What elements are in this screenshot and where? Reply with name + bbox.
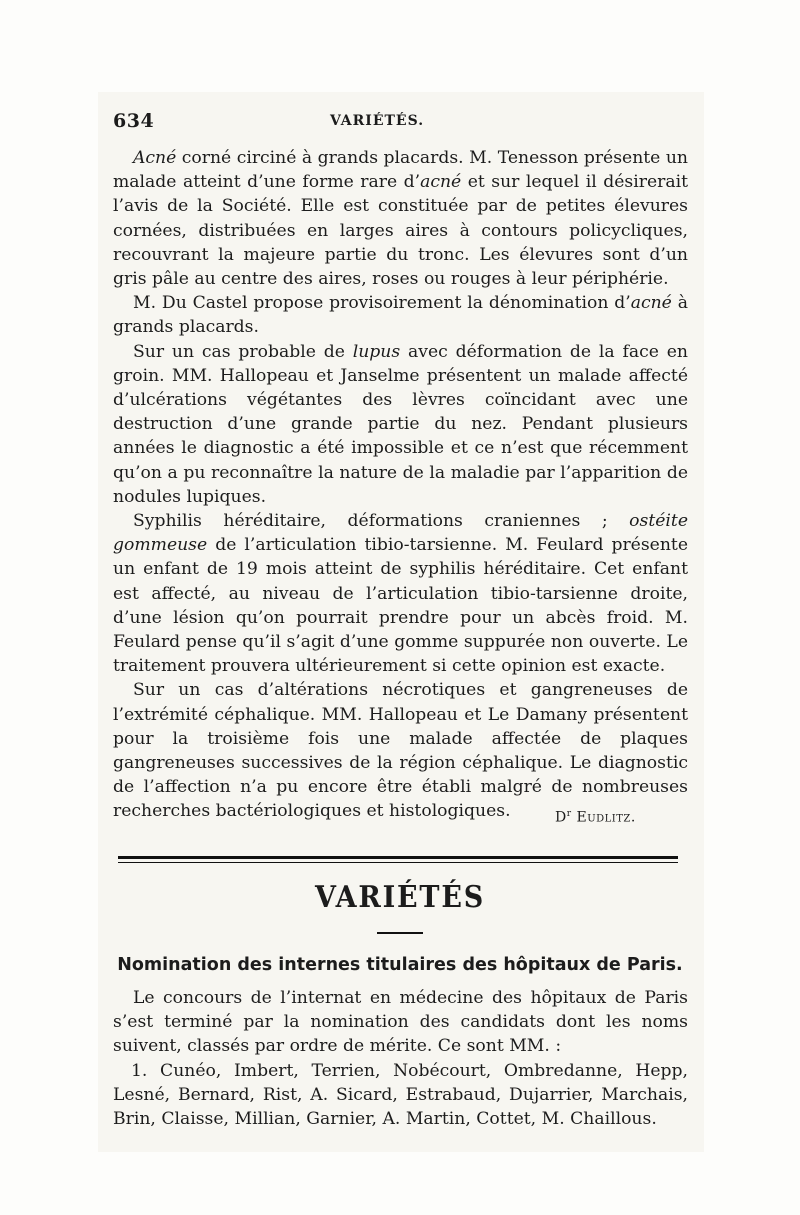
section-divider-thick (118, 856, 678, 859)
text-run: avec déformation de la face en groin. MM. Hallopeau et Janselme présentent un malade affecté d’ulcérations végétantes des lèvres coïncidant avec une destruction d’une grande partie du nez. Pendant plusieurs années le diagnostic a été impossible et ce n’est que récemment qu’on a pu reconnaître la nature de la maladie par l’apparition de nodules lupiques. (113, 341, 688, 507)
signature-prefix: D (555, 809, 567, 826)
text-run: Sur un cas probable de (133, 341, 353, 362)
author-signature (555, 809, 636, 826)
italic-term: Acné (133, 148, 177, 168)
section-subtitle: Nomination des internes titulaires des hôpitaux de Paris. (117, 955, 683, 975)
text-run: M. Du Castel propose provisoirement la dénomination d’ (133, 293, 631, 314)
text-run: corné circiné à grands placards. M. Tenesson présente un malade atteint d’une forme rare d’ (113, 148, 688, 193)
page-header (113, 110, 688, 136)
section-title: VARIÉTÉS (314, 880, 486, 915)
section-divider-thin (118, 862, 678, 863)
page-number: 634 (113, 110, 155, 132)
italic-term: ostéite gommeuse (113, 511, 688, 556)
text-run: Syphilis héréditaire, déformations craniennes ; (133, 511, 630, 532)
paragraph-lupus (113, 340, 688, 509)
text-run: de l’articulation tibio-tarsienne. M. Feulard présente un enfant de 19 mois atteint de syphilis héréditaire. Cet enfant est affecté, au niveau de l’articulation tibio-tarsienne droite, d’une lésion qu’on pourrait prendre pour un abcès froid. M. Feulard pense qu’il s’agit d’une gomme suppurée non ouverte. Le traitement prouvera ultérieurement si cette opinion est exacte. (113, 535, 688, 677)
nomination-body (113, 986, 688, 1131)
text-run: à grands placards. (113, 293, 688, 338)
report-body (113, 146, 688, 824)
text-run: Sur un cas d’altérations nécrotiques et gangreneuses de l’extrémité céphalique. MM. Hallopeau et Le Damany présentent pour la troisième fois une malade affectée de plaques gangreneuses successives de la région céphalique. Le diagnostic de l’affection n’a pu encore être établi malgré de nombreuses recherches bactériologiques et histologiques. (113, 680, 688, 822)
signature-superscript: r (566, 809, 572, 819)
paragraph-syphilis (113, 509, 688, 678)
running-title: VARIÉTÉS. (330, 113, 425, 129)
signature-name: Eudlitz. (571, 809, 636, 826)
title-underline (377, 932, 423, 934)
nomination-intro: Le concours de l’internat en médecine des hôpitaux de Paris s’est terminé par la nomination des candidats dont les noms suivent, classés par ordre de mérite. Ce sont MM. : (113, 988, 688, 1057)
text-run: et sur lequel il désirerait l’avis de la Société. Elle est constituée par de petites élevures cornées, distribuées en larges aires à contours policycliques, recouvrant la majeure partie du tronc. Les élevures sont d’un gris pâle au centre des aires, roses ou rouges à leur périphérie. (113, 172, 688, 290)
italic-term: acné (420, 172, 462, 193)
nomination-list: 1. Cunéo, Imbert, Terrien, Nobécourt, Ombredanne, Hepp, Lesné, Bernard, Rist, A. Sicard, Estrabaud, Dujarrier, Marchais, Brin, Claisse, Millian, Garnier, A. Martin, Cottet, M. Chaillous. (113, 1060, 688, 1130)
paragraph-du-castel (113, 291, 688, 339)
paragraph-gangrene (113, 678, 688, 823)
italic-term: acné (630, 293, 672, 314)
italic-term: lupus (352, 341, 401, 362)
paragraph-acne (113, 146, 688, 291)
